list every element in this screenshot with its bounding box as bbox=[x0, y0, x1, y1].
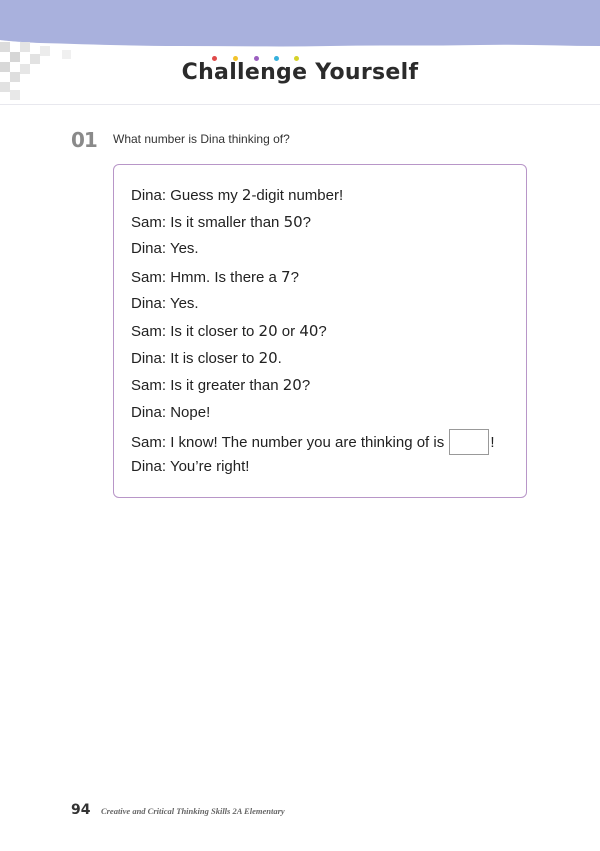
question-number: 01 bbox=[71, 128, 97, 152]
dialogue-text: ? bbox=[318, 323, 327, 340]
speaker-name: Dina bbox=[131, 403, 162, 421]
dialogue-line: Dina: Guess my 2-digit number! bbox=[131, 186, 344, 204]
speaker-name: Dina bbox=[131, 187, 162, 204]
dialogue-text: Guess my bbox=[170, 187, 242, 204]
dialogue-line: Sam: Hmm. Is there a 7? bbox=[131, 267, 299, 286]
dialogue-number: 40 bbox=[299, 322, 319, 340]
dialogue-line: Dina: Yes. bbox=[131, 240, 199, 258]
dialogue-text: It is closer to bbox=[170, 350, 259, 368]
dialogue-text: Is it closer to bbox=[170, 323, 259, 340]
dialogue-number: 2 bbox=[241, 186, 252, 204]
dialogue-text: -digit number! bbox=[251, 187, 344, 204]
title-divider bbox=[0, 104, 600, 105]
dialogue-line: Dina: Yes. bbox=[131, 294, 199, 312]
dialogue-text: ! bbox=[490, 433, 495, 451]
dialogue-text: ? bbox=[301, 377, 311, 395]
speaker-name: Dina bbox=[131, 350, 162, 368]
page-footer bbox=[71, 801, 285, 819]
speaker-name: Sam bbox=[131, 433, 162, 451]
dialogue-text: Hmm. Is there a bbox=[170, 268, 282, 286]
page-title: Challenge Yourself bbox=[181, 60, 419, 85]
dialogue-number: 50 bbox=[283, 213, 303, 232]
dialogue-line: Dina: Nope! bbox=[131, 403, 211, 421]
dialogue-text: I know! The number you are thinking of is bbox=[170, 433, 449, 451]
dialogue-text: Is it greater than bbox=[170, 377, 283, 395]
dialogue-line: Sam: Is it greater than 20? bbox=[131, 376, 311, 395]
dialogue-number: 7 bbox=[281, 267, 291, 286]
dialogue-text: ? bbox=[302, 214, 311, 232]
dialogue-number: 20 bbox=[282, 376, 302, 395]
question-text: What number is Dina thinking of? bbox=[113, 132, 290, 146]
page-number: 94 bbox=[71, 802, 91, 818]
dialogue-text: or bbox=[277, 323, 300, 340]
dialogue-text: You’re right! bbox=[169, 458, 250, 475]
dialogue-text: Yes. bbox=[169, 240, 199, 258]
speaker-name: Dina bbox=[131, 240, 162, 258]
dialogue-line: Sam: Is it closer to 20 or 40? bbox=[131, 322, 327, 340]
dialogue-text: Is it smaller than bbox=[170, 214, 284, 232]
dialogue-line: Dina: You’re right! bbox=[131, 458, 250, 475]
speaker-name: Sam bbox=[131, 268, 162, 286]
dialogue-text: Nope! bbox=[170, 403, 211, 421]
dialogue-text: ? bbox=[290, 268, 299, 286]
dialogue-number: 20 bbox=[258, 349, 278, 368]
answer-box[interactable] bbox=[449, 429, 489, 455]
dialogue-text: . bbox=[277, 350, 282, 368]
speaker-name: Sam bbox=[131, 214, 162, 232]
speaker-name: Dina bbox=[131, 294, 162, 312]
dialogue-text: Yes. bbox=[169, 294, 199, 312]
book-title: Creative and Critical Thinking Skills 2A Elementary bbox=[100, 806, 285, 816]
dialogue-line: Sam: Is it smaller than 50? bbox=[131, 213, 311, 232]
dialogue-line: Sam: I know! The number you are thinking of is ! bbox=[131, 430, 495, 450]
dialogue-number: 20 bbox=[258, 322, 278, 340]
dialogue-line: Dina: It is closer to 20. bbox=[131, 349, 282, 368]
speaker-name: Sam bbox=[131, 323, 162, 340]
speaker-name: Dina bbox=[131, 458, 162, 475]
header-band bbox=[0, 0, 600, 60]
speaker-name: Sam bbox=[131, 377, 162, 395]
